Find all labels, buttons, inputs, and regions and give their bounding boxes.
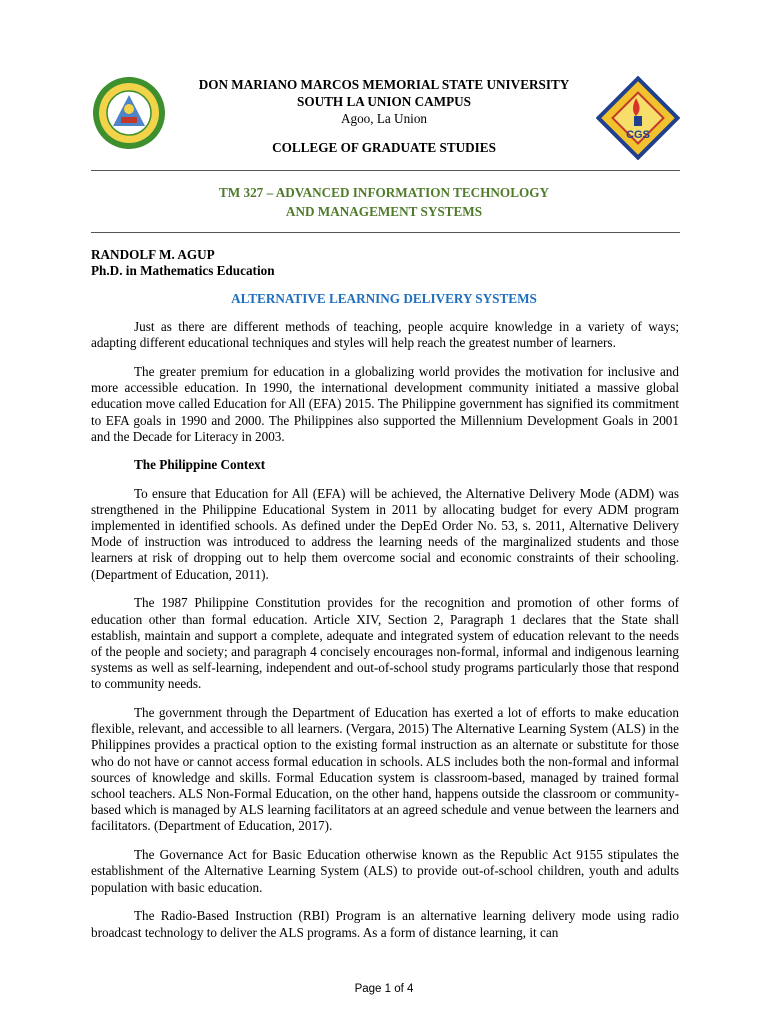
logo-cgs-text: CGS (626, 129, 650, 141)
paragraph-2: The greater premium for education in a globalizing world provides the motivation for inclusive and more accessible education. In 1990, the international development community initiated a massive global education move called Education for All (EFA) 2015. The Philippine government has signified its commitment to EFA goals in 1990 and 2000. The Philippines also supported the Millennium Development Goals in 2001 and the Decade for Literacy in 2003. (91, 363, 679, 444)
campus-name: SOUTH LA UNION CAMPUS (296, 94, 472, 109)
institution-header (0, 76, 768, 156)
course-title-line-2: AND MANAGEMENT SYSTEMS (285, 204, 483, 219)
document-title: ALTERNATIVE LEARNING DELIVERY SYSTEMS (231, 291, 537, 306)
university-name: DON MARIANO MARCOS MEMORIAL STATE UNIVERSITY (198, 77, 570, 92)
course-title (0, 183, 768, 221)
campus-location: Agoo, La Union (340, 111, 428, 126)
paragraph-7: The Radio-Based Instruction (RBI) Program is an alternative learning delivery mode using radio broadcast technology to deliver the ALS programs. As a form of distance learning, it can (91, 908, 679, 940)
paragraph-4: The 1987 Philippine Constitution provides for the recognition and promotion of other forms of education other than formal education. Article XIV, Section 2, Paragraph 1 declares that the State shall establish, maintain and support a complete, adequate and integrated system of education relevant to the needs of the people and society; and paragraph 4 concisely encourages non-formal, informal and indigenous learning systems as well as self-learning, independent and out-of-school study programs particularly those that respond to community needs. (91, 595, 679, 692)
paragraph-5: The government through the Department of Education has exerted a lot of efforts to make education flexible, relevant, and accessible to all learners. (Vergara, 2015) The Alternative Learning System (ALS) in the Philippines provides a practical option to the existing formal instruction as an alternate or substitute for those who do not have or cannot access formal education in schools. ALS includes both the non-formal and informal sources of knowledge and skills. Formal Education system is classroom-based, managed by trained formal school teachers. ALS Non-Formal Education, on the other hand, happens outside the classroom or community-based which is managed by ALS learning facilitators at an agreed schedule and venue between the learners and facilitators. (Department of Education, 2017). (91, 705, 679, 834)
header-divider-bottom (91, 232, 680, 233)
section-heading: The Philippine Context (134, 457, 266, 473)
paragraph-3: To ensure that Education for All (EFA) will be achieved, the Alternative Delivery Mode (ADM) was strengthened in the Philippine Educational System in 2011 by allocating budget for every ADM program implemented in identified schools. As defined under the DepEd Order No. 53, s. 2011, Alternative Delivery Mode of instruction was introduced to address the learning needs of the marginalized students and those learners at risk of dropping out to help them overcome social and economic constraints of their schooling. (Department of Education, 2011). (91, 485, 679, 582)
header-divider-top (91, 170, 680, 171)
document-body (91, 319, 679, 953)
course-title-line-1: TM 327 – ADVANCED INFORMATION TECHNOLOGY (218, 185, 550, 200)
author-block (91, 247, 275, 279)
paragraph-6: The Governance Act for Basic Education otherwise known as the Republic Act 9155 stipulates the establishment of the Alternative Learning System (ALS) to provide out-of-school children, youth and adults population with basic education. (91, 847, 679, 895)
paragraph-1: Just as there are different methods of teaching, people acquire knowledge in a variety of ways; adapting different educational techniques and styles will help reach the greatest number of learners. (91, 319, 679, 351)
page-number: Page 1 of 4 (354, 983, 414, 995)
author-name: RANDOLF M. AGUP (91, 247, 215, 262)
author-degree: Ph.D. in Mathematics Education (91, 263, 275, 278)
college-name: COLLEGE OF GRADUATE STUDIES (272, 140, 496, 155)
